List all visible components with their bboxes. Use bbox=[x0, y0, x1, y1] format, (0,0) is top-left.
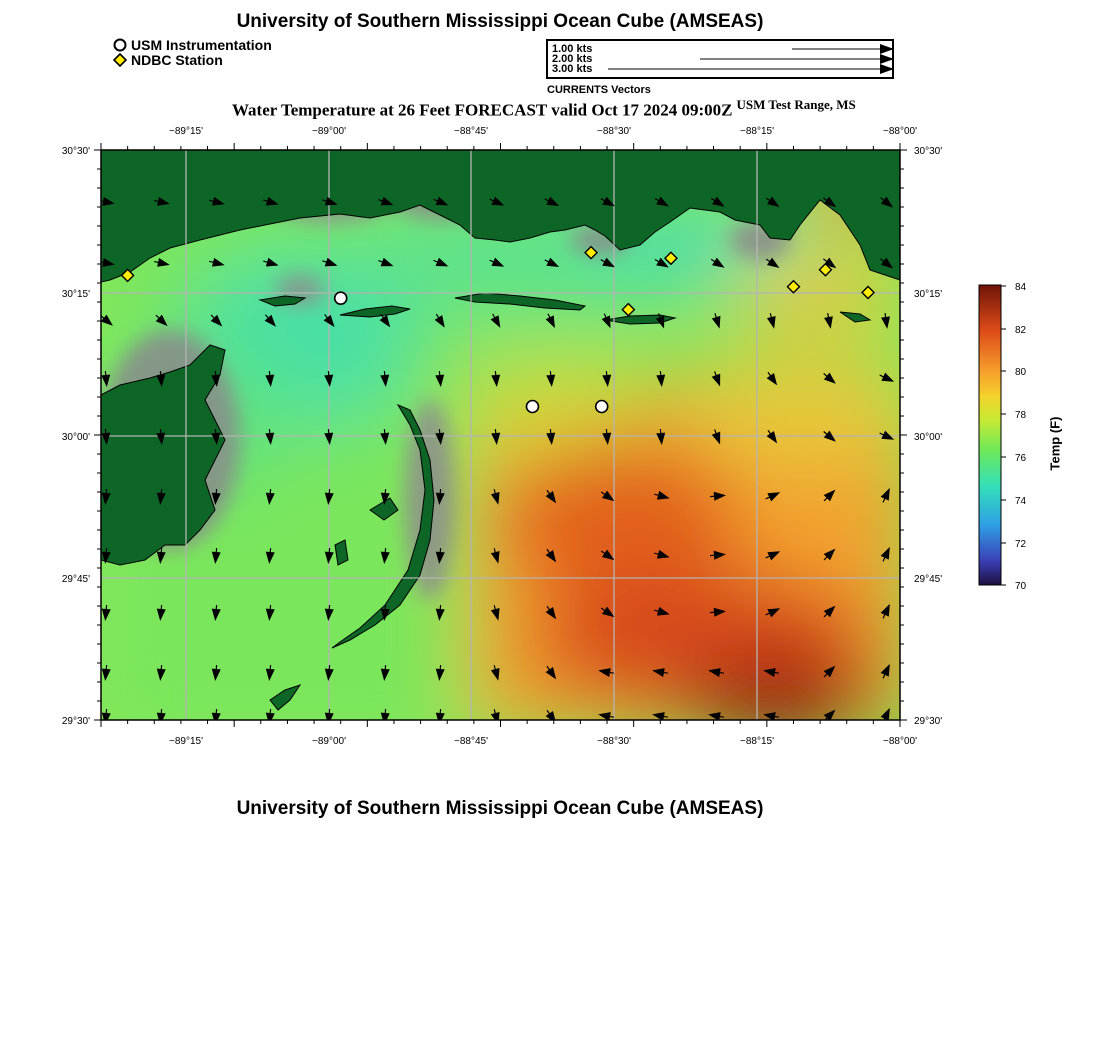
map-region-label: USM Test Range, MS bbox=[736, 97, 856, 112]
usm-station-marker[interactable] bbox=[596, 401, 608, 413]
vector-key-label-1: 1.00 kts bbox=[552, 43, 593, 55]
lat-label-right: 30°00' bbox=[914, 432, 943, 443]
usm-station-marker[interactable] bbox=[526, 401, 538, 413]
lat-label-right: 29°30' bbox=[914, 716, 943, 727]
colorbar bbox=[979, 282, 1027, 592]
lon-label-top: −88°30' bbox=[597, 126, 631, 137]
footer-title: University of Southern Mississippi Ocean Cube (AMSEAS) bbox=[236, 798, 764, 819]
lon-label-top: −88°00' bbox=[883, 126, 917, 137]
lon-label-bottom: −88°15' bbox=[740, 736, 774, 747]
lat-label-right: 30°15' bbox=[914, 289, 943, 300]
lon-label-bottom: −88°00' bbox=[883, 736, 917, 747]
lat-label-right: 29°45' bbox=[914, 574, 943, 585]
lat-label-left: 30°30' bbox=[61, 146, 90, 157]
colorbar-tick: 74 bbox=[1015, 496, 1027, 507]
lon-label-top: −89°15' bbox=[169, 126, 203, 137]
map-subtitle-text: Water Temperature at 26 Feet FORECAST valid Oct 17 2024 09:00Z bbox=[232, 100, 733, 120]
lon-label-bottom: −88°30' bbox=[597, 736, 631, 747]
colorbar-tick: 76 bbox=[1015, 453, 1027, 464]
colorbar-gradient bbox=[979, 285, 1001, 585]
vector-key-caption: CURRENTS Vectors bbox=[547, 84, 651, 96]
lat-label-right: 30°30' bbox=[914, 146, 943, 157]
lon-label-bottom: −89°00' bbox=[312, 736, 346, 747]
small-island-3 bbox=[335, 540, 348, 565]
colorbar-tick: 72 bbox=[1015, 539, 1027, 550]
legend-ndbc-label: NDBC Station bbox=[131, 52, 223, 68]
colorbar-tick: 80 bbox=[1015, 367, 1027, 378]
lat-label-left: 30°15' bbox=[61, 289, 90, 300]
vector-key-label-3: 3.00 kts bbox=[552, 63, 593, 75]
colorbar-tick: 82 bbox=[1015, 325, 1027, 336]
vector-key-label-2: 2.00 kts bbox=[552, 53, 593, 65]
lon-label-top: −88°45' bbox=[454, 126, 488, 137]
usm-station-marker[interactable] bbox=[335, 292, 347, 304]
main-title: University of Southern Mississippi Ocean Cube (AMSEAS) bbox=[236, 11, 764, 32]
legend-usm-label: USM Instrumentation bbox=[131, 37, 272, 53]
lon-label-bottom: −88°45' bbox=[454, 736, 488, 747]
lat-label-left: 30°00' bbox=[61, 432, 90, 443]
lon-label-top: −88°15' bbox=[740, 126, 774, 137]
colorbar-tick: 70 bbox=[1015, 581, 1027, 592]
lat-label-left: 29°45' bbox=[61, 574, 90, 585]
lat-label-left: 29°30' bbox=[61, 716, 90, 727]
colorbar-label: Temp (F) bbox=[1047, 416, 1063, 471]
lon-label-bottom: −89°15' bbox=[169, 736, 203, 747]
colorbar-tick: 78 bbox=[1015, 410, 1027, 421]
lon-label-top: −89°00' bbox=[312, 126, 346, 137]
colorbar-tick: 84 bbox=[1015, 282, 1027, 293]
